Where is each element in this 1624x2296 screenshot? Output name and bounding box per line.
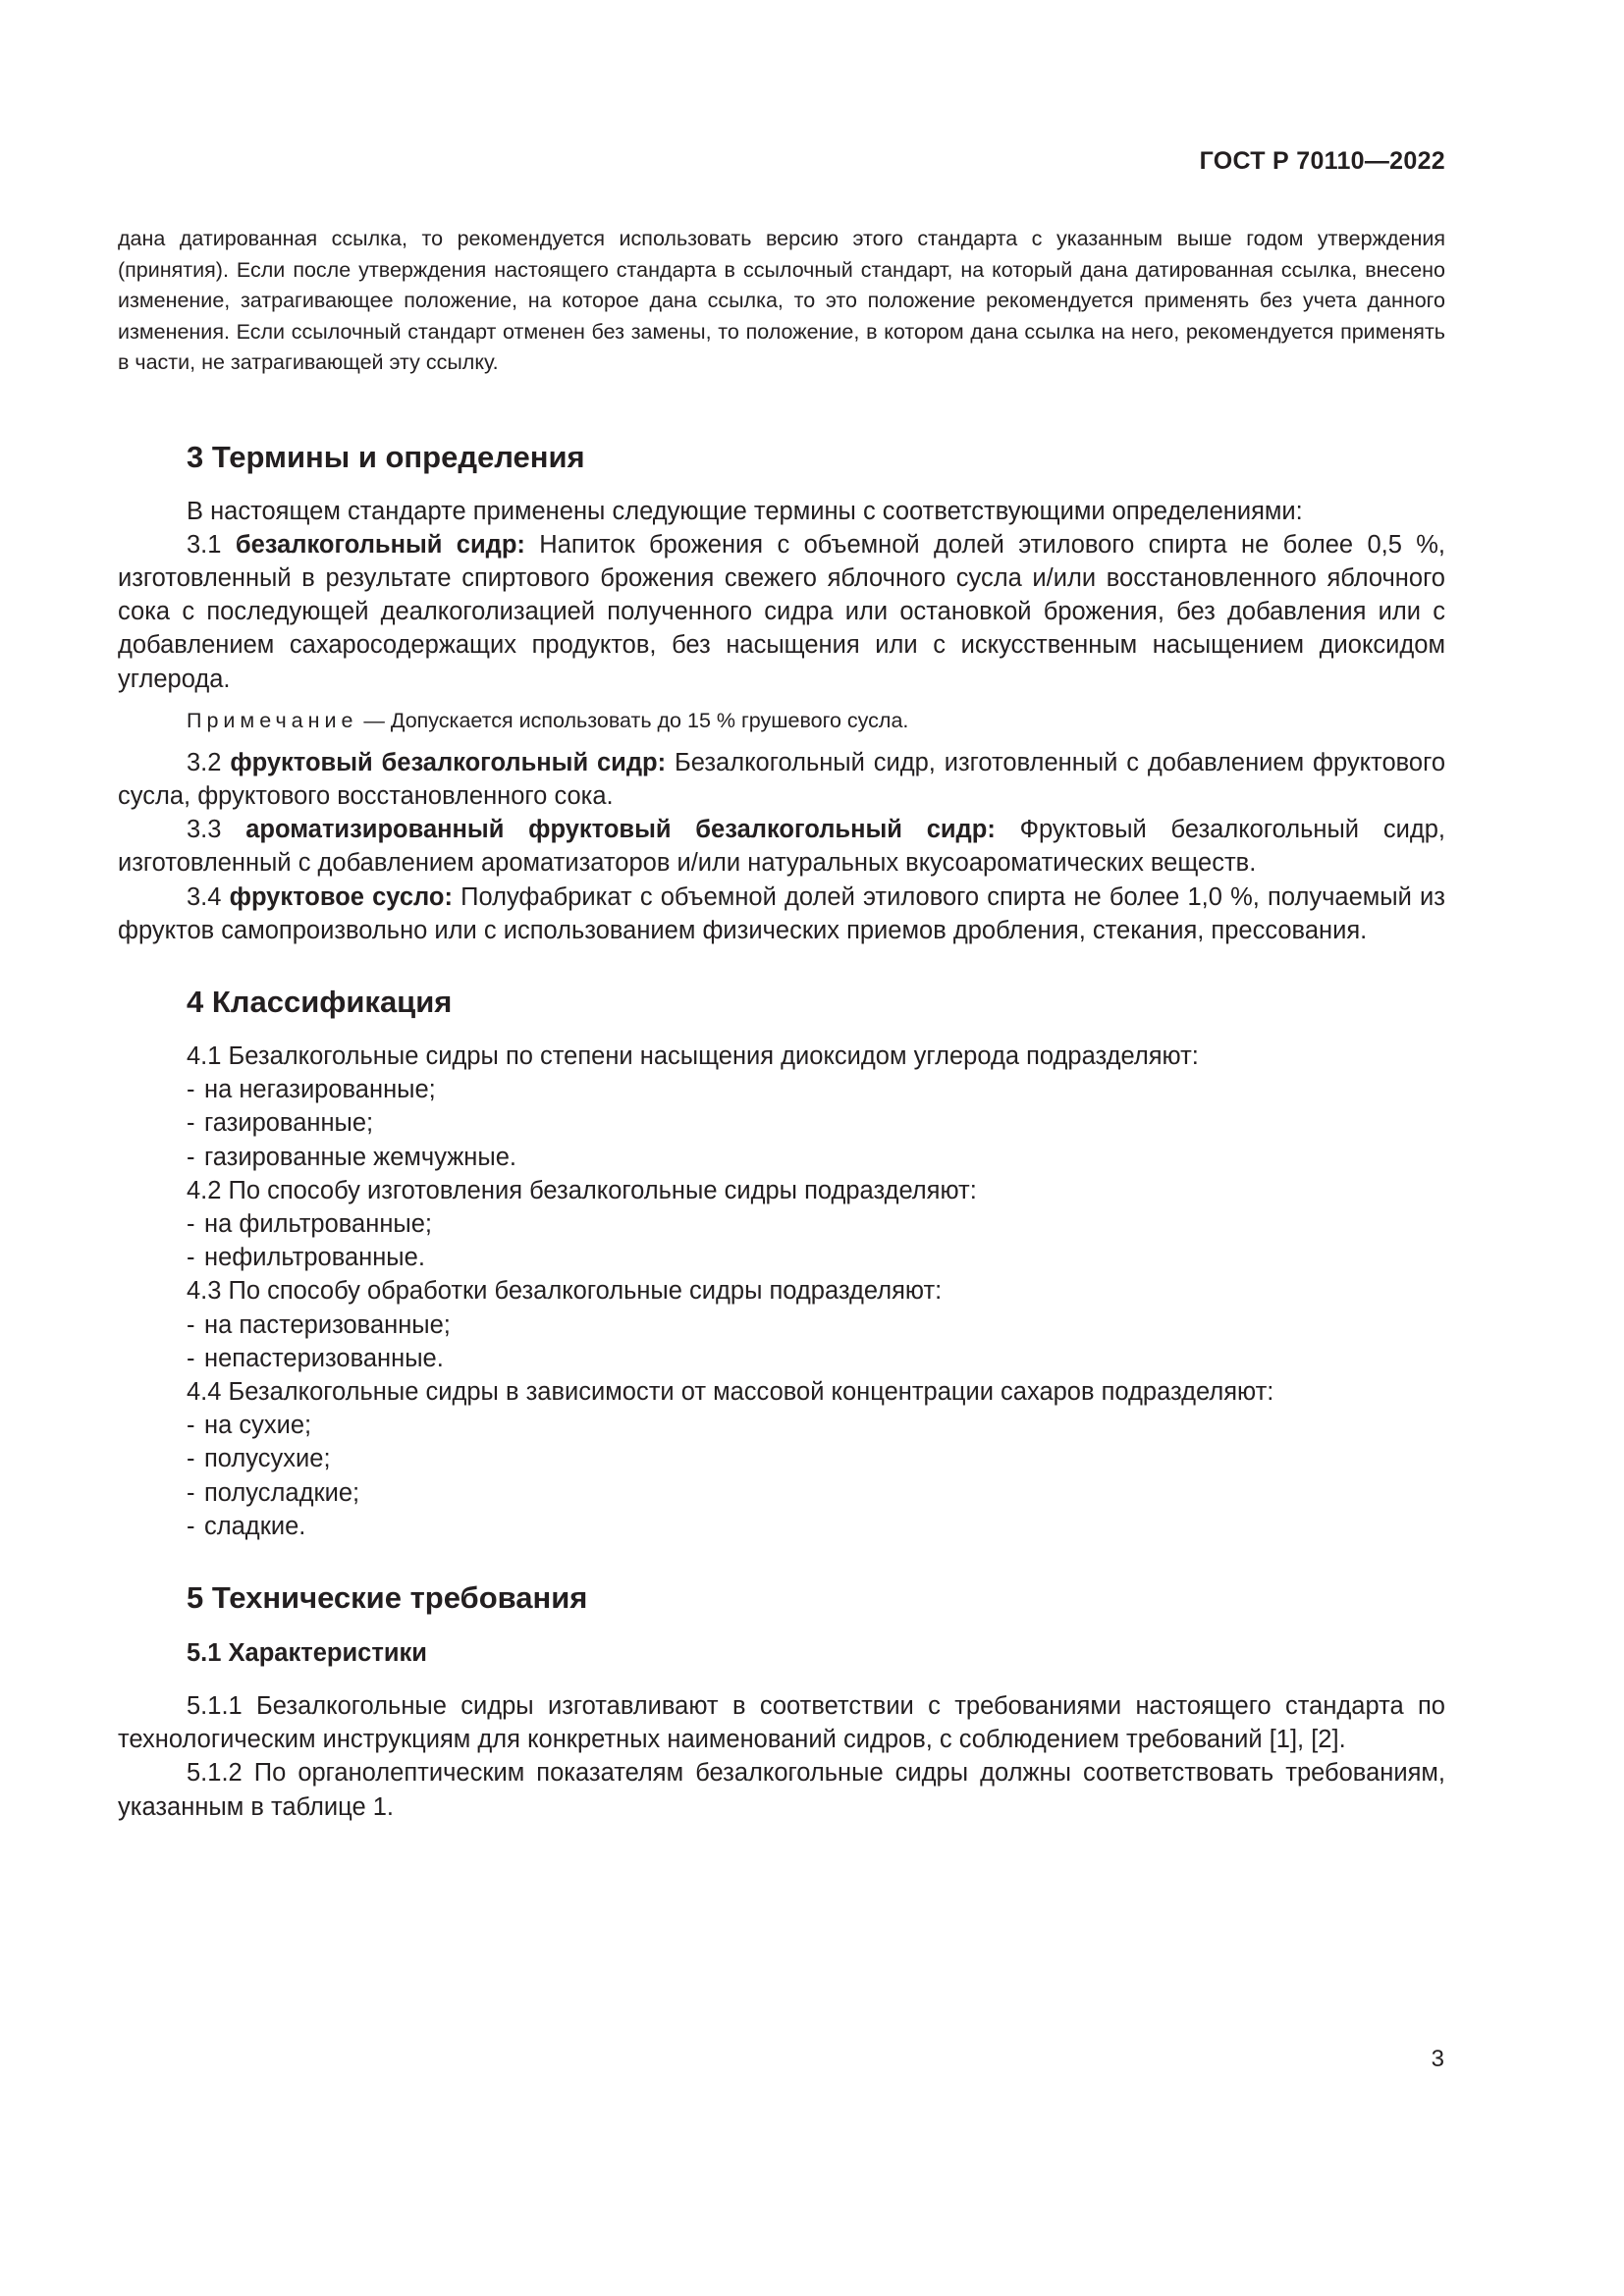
list-item-text: на фильтрованные;: [204, 1209, 432, 1238]
term-number: 3.4: [187, 882, 222, 911]
dash: -: [187, 1512, 195, 1540]
dash: -: [187, 1244, 195, 1272]
list-item-text: на сухие;: [204, 1412, 312, 1440]
term-3-1: [118, 528, 1445, 696]
list-item: [118, 1207, 1445, 1241]
term-number: 3.3: [187, 816, 222, 844]
section-4-title: 4 Классификация: [187, 984, 453, 1019]
note-text: — Допускается использовать до 15 % грушевого сусла.: [357, 708, 909, 732]
standard-code: ГОСТ Р 70110—2022: [1199, 147, 1445, 175]
dash: -: [187, 1478, 195, 1507]
list-item-text: нефильтрованные.: [204, 1244, 425, 1272]
list-item-text: полусухие;: [204, 1445, 331, 1473]
dash: -: [187, 1310, 195, 1339]
term-definition: Безалкогольный сидр, изготовленный с добавлением фруктового сусла, фруктового восстановленного сока.: [118, 748, 1445, 810]
list-item-text: на негазированные;: [204, 1076, 436, 1104]
term-3-2: [118, 746, 1445, 813]
classification-lead: 4.1 Безалкогольные сидры по степени насыщения диоксидом углерода подразделяют:: [187, 1041, 1199, 1070]
classification-lead: 4.4 Безалкогольные сидры в зависимости от массовой концентрации сахаров подразделяют:: [187, 1377, 1274, 1406]
list-item: [118, 1241, 1445, 1274]
classification-lead: 4.3 По способу обработки безалкогольные сидры подразделяют:: [187, 1277, 943, 1306]
note: [118, 706, 1445, 736]
note-label: Примечание: [187, 708, 358, 732]
list-item-text: сладкие.: [204, 1512, 306, 1540]
term-name: безалкогольный сидр:: [235, 530, 525, 559]
term-name: фруктовый безалкогольный сидр:: [230, 748, 667, 776]
list-item: [118, 1342, 1445, 1375]
list-item: [118, 1409, 1445, 1442]
list-item-text: газированные;: [204, 1109, 374, 1138]
classification-lead: 4.2 По способу изготовления безалкогольные сидры подразделяют:: [187, 1176, 977, 1204]
dash: -: [187, 1344, 195, 1372]
term-definition: Напиток брожения с объемной долей этилового спирта не более 0,5 %, изготовленный в результате спиртового брожения свежего яблочного сусла и/или восстановленного яблочного сока с последующей деалкоголизацией полученного сидра или остановкой брожения, без добавления или с добавлением сахаросодержащих продуктов, без насыщения или с искусственным насыщением диоксидом углерода.: [118, 530, 1446, 693]
page-content: [118, 224, 1445, 1824]
list-item: [118, 1106, 1445, 1140]
list-item-text: газированные жемчужные.: [204, 1143, 516, 1171]
list-item-text: на пастеризованные;: [204, 1310, 451, 1339]
list-item: [118, 1510, 1445, 1543]
dash: -: [187, 1143, 195, 1171]
list-item-text: непастеризованные.: [204, 1344, 444, 1372]
list-item: [118, 1308, 1445, 1342]
term-3-4: [118, 881, 1445, 947]
dash: -: [187, 1109, 195, 1138]
term-name: ароматизированный фруктовый безалкогольный сидр:: [245, 816, 996, 844]
dash: -: [187, 1412, 195, 1440]
dash: -: [187, 1209, 195, 1238]
section-3-title: 3 Термины и определения: [187, 439, 585, 474]
term-number: 3.2: [187, 748, 222, 776]
list-item-text: полусладкие;: [204, 1478, 360, 1507]
term-3-3: [118, 813, 1445, 880]
section-5-title: 5 Технические требования: [187, 1579, 588, 1615]
section-5-1-title: 5.1 Характеристики: [187, 1638, 427, 1667]
term-number: 3.1: [187, 530, 222, 559]
term-definition: Фруктовый безалкогольный сидр, изготовленный с добавлением ароматизаторов и/или натуральных вкусоароматических веществ.: [118, 816, 1445, 878]
list-item: [118, 1442, 1445, 1475]
section-3-lead: В настоящем стандарте применены следующие термины с соответствующими определениями:: [187, 497, 1303, 525]
paragraph-5-1-1: 5.1.1 Безалкогольные сидры изготавливают в соответствии с требованиями настоящего стандарта по технологическим инструкциям для конкретных наименований сидров, с соблюдением требований [1], [2].: [118, 1691, 1445, 1754]
dash: -: [187, 1076, 195, 1104]
list-item: [118, 1476, 1445, 1510]
page-number: 3: [1431, 2046, 1444, 2072]
term-definition: Полуфабрикат с объемной долей этилового спирта не более 1,0 %, получаемый из фруктов самопроизвольно или с использованием физических приемов дробления, стекания, прессования.: [118, 882, 1445, 944]
intro-paragraph: дана датированная ссылка, то рекомендуется использовать версию этого стандарта с указанным выше годом утверждения (принятия). Если после утверждения настоящего стандарта в ссылочный стандарт, на который дана датированная ссылка, внесено изменение, затрагивающее положение, на которое дана ссылка, то это положение рекомендуется применять без учета данного изменения. Если ссылочный стандарт отменен без замены, то положение, в котором дана ссылка на него, рекомендуется применять в части, не затрагивающей эту ссылку.: [118, 227, 1445, 374]
paragraph-5-1-2: 5.1.2 По органолептическим показателям безалкогольные сидры должны соответствовать требованиям, указанным в таблице 1.: [118, 1759, 1445, 1821]
dash: -: [187, 1445, 195, 1473]
term-name: фруктовое сусло:: [229, 882, 453, 911]
list-item: [118, 1073, 1445, 1106]
list-item: [118, 1141, 1445, 1174]
